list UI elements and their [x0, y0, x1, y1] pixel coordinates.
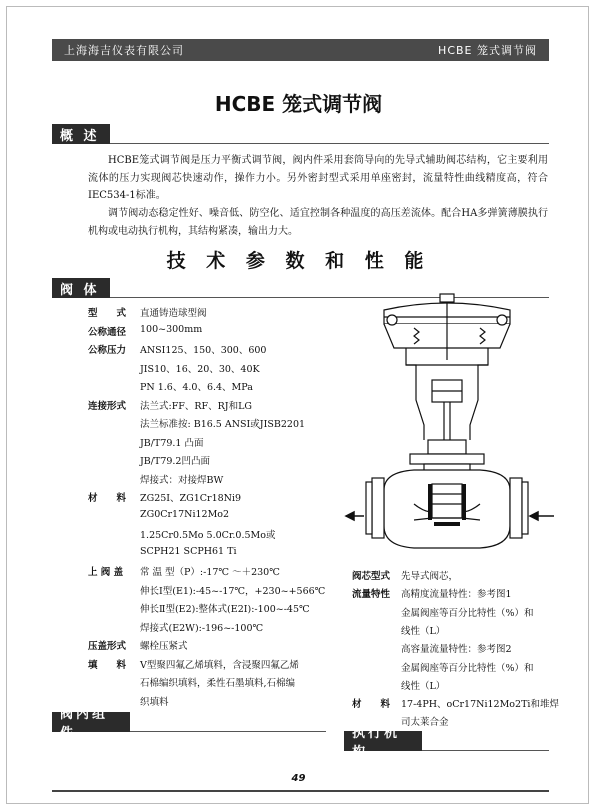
valve-body-spec-value: 伸长Ⅱ型(E2):整体式(E2I):-100~-45℃ — [140, 604, 310, 615]
footer-rule — [52, 790, 549, 792]
valve-body-spec-label: 上 阀 盖 — [88, 567, 124, 578]
valve-body-spec-value: JB/T79.2凹凸面 — [140, 456, 210, 467]
valve-body-spec-label: 连接形式 — [88, 400, 127, 412]
valve-body-spec-value: ZG25I、ZG1Cr18Ni9 — [140, 493, 242, 504]
trim-spec-label: 阀芯型式 — [352, 571, 391, 582]
valve-body-spec-value: 伸长Ⅰ型(E1):-45~-17℃，+230~+566℃ — [140, 585, 326, 597]
valve-body-spec-label: 压盖形式 — [88, 641, 127, 652]
valve-body-spec-value: 法兰标准按: B16.5 ANSI或JISB2201 — [140, 419, 306, 430]
actuator-heading: 执行机构 — [344, 731, 422, 751]
valve-body-spec-value: PN 1.6、4.0、6.4、MPa — [140, 382, 253, 393]
valve-body-spec-value: 焊接式(E2W):-196~-100℃ — [140, 622, 264, 634]
trim-spec-value: 17-4PH、oCr17Ni12Mo2Ti和堆焊 — [401, 699, 559, 711]
trim-spec-value: 金属阀座等百分比特性（%）和 — [401, 607, 534, 619]
valve-body-spec-label: 填 料 — [88, 659, 127, 671]
valve-body-heading: 阀 体 — [52, 278, 110, 298]
valve-body-spec-value: ZG0Cr17Ni12Mo2 — [140, 508, 230, 520]
trim-spec-value: 司太莱合金 — [401, 717, 449, 729]
valve-body-spec-value: 1.25Cr0.5Mo 5.0Cr.0.5Mo或 — [140, 530, 276, 541]
trim-spec-value: 先导式阀芯， — [401, 571, 459, 582]
document-title: HCBE 笼式调节阀 — [214, 92, 383, 116]
overview-rule — [110, 143, 549, 144]
trim-heading: 阀内组件 — [52, 712, 130, 732]
valve-body-spec-value: 100~300mm — [140, 323, 203, 335]
header-company: 上海海吉仪表有限公司 — [64, 44, 184, 57]
valve-body-spec-value: 石棉编织填料，柔性石墨填料,石棉编 — [140, 678, 296, 689]
valve-body-spec-label: 型 式 — [88, 308, 127, 319]
header-product: HCBE 笼式调节阀 — [438, 44, 537, 57]
trim-spec-value: 线性（L） — [401, 680, 446, 692]
trim-spec-value: 高精度流量特性：参考图1 — [401, 589, 512, 601]
valve-body-spec-value: JIS10、16、20、30、40K — [140, 363, 260, 375]
trim-spec-label: 流量特性 — [352, 589, 391, 601]
valve-body-spec-value: ANSI125、150、300、600 — [140, 345, 267, 356]
overview-paragraph-1: HCBE笼式调节阀是压力平衡式调节阀，阀内件采用套筒导向的先导式辅助阀芯结构，它主要利用流体的压力实现阀芯快速动作，操作力小。另外密封型式采用单座密封，流量特性曲线精度高，符合IEC534-1标准。 — [88, 155, 548, 201]
valve-body-spec-label: 公称通径 — [88, 326, 127, 338]
valve-body-spec-value: 焊接式：对接焊BW — [140, 474, 224, 486]
trim-spec-label: 材 料 — [352, 699, 391, 711]
valve-body-spec-label: 材 料 — [88, 493, 127, 504]
valve-body-spec-value: 直通铸造球型阀 — [140, 308, 207, 319]
page-number: 49 — [291, 773, 306, 784]
overview-paragraph-2: 调节阀动态稳定性好、噪音低、防空化、适宜控制各种温度的高压差流体。配合HA多弹簧薄膜执行机构或电动执行机构，其结构紧凑，输出力大。 — [88, 208, 548, 237]
valve-body-spec-label: 公称压力 — [88, 345, 127, 356]
tech-params-heading: 技 术 参 数 和 性 能 — [166, 250, 431, 272]
valve-cross-section-drawing — [344, 290, 556, 560]
valve-body-spec-value: JB/T79.1 凸面 — [140, 437, 204, 449]
actuator-rule — [422, 750, 549, 751]
header-bar — [52, 39, 549, 61]
valve-body-spec-value: SCPH21 SCPH61 Ti — [140, 545, 237, 557]
trim-spec-value: 高容量流量特性：参考图2 — [401, 644, 512, 656]
trim-spec-value: 金属阀座等百分比特性（%）和 — [401, 662, 534, 674]
overview-heading: 概 述 — [52, 124, 110, 144]
valve-body-spec-value: 常 温 型（P）:-17℃ ～＋230℃ — [140, 567, 280, 578]
valve-body-spec-value: 织填料 — [140, 696, 169, 708]
trim-rule — [130, 731, 326, 732]
trim-spec-value: 线性（L） — [401, 625, 446, 637]
valve-body-spec-value: 螺栓压紧式 — [140, 641, 188, 652]
valve-body-spec-value: 法兰式:FF、RF、RJ和LG — [140, 400, 252, 412]
valve-body-spec-value: V型聚四氟乙烯填料，含浸聚四氟乙烯 — [140, 659, 299, 671]
